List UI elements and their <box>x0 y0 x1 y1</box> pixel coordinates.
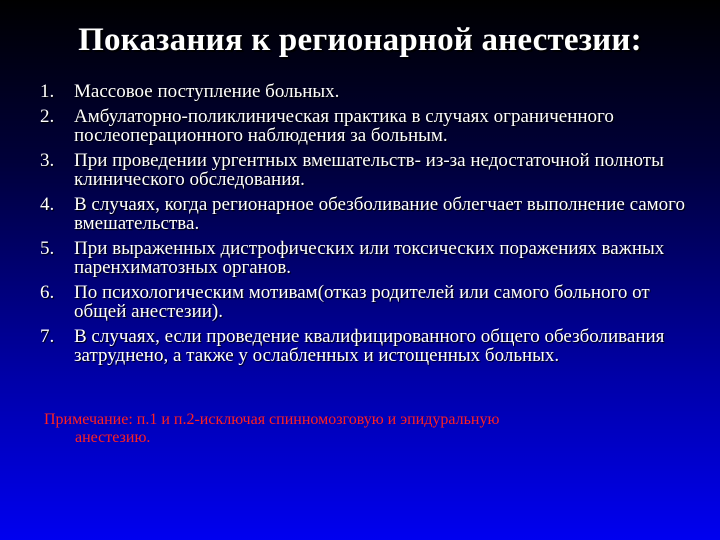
list-item-text: При проведении ургентных вмешательств- из-за недостаточной полноты клинического обследования. <box>74 149 664 190</box>
list-item <box>40 327 700 366</box>
list-item-number: 5. <box>40 237 55 259</box>
list-item-number: 4. <box>40 193 55 215</box>
footnote-line-2: анестезию. <box>75 429 151 446</box>
list-item <box>40 283 700 322</box>
list-item-text: При выраженных дистрофических или токсических поражениях важных паренхиматозных органов. <box>74 237 665 278</box>
list-item-number: 1. <box>40 81 55 102</box>
footnote <box>44 411 684 447</box>
slide-title: Показания к регионарной анестезии: <box>78 22 642 58</box>
list-item-number: 3. <box>40 149 55 171</box>
list-item <box>40 82 700 102</box>
list-item-text: В случаях, если проведение квалифицированного общего обезболивания затруднено, а также у ослабленных и истощенных больных. <box>74 325 665 366</box>
list-item <box>40 107 700 146</box>
list-item <box>40 195 700 234</box>
list-item-text: В случаях, когда регионарное обезболивание облегчает выполнение самого вмешательства. <box>74 193 686 234</box>
list-item-text: Массовое поступление больных. <box>74 81 340 102</box>
list-item-number: 6. <box>40 281 55 303</box>
list-item <box>40 151 700 190</box>
indications-list <box>40 82 700 371</box>
list-item-text: Амбулаторно-поликлиническая практика в случаях ограниченного послеоперационного наблюдения за больным. <box>74 105 614 146</box>
list-item-number: 2. <box>40 105 55 127</box>
list-item-text: По психологическим мотивам(отказ родителей или самого больного от общей анестезии). <box>74 281 650 322</box>
list-item-number: 7. <box>40 325 55 347</box>
list-item <box>40 239 700 278</box>
footnote-line-1: Примечание: п.1 и п.2-исключая спинномозговую и эпидуральную <box>44 411 500 428</box>
